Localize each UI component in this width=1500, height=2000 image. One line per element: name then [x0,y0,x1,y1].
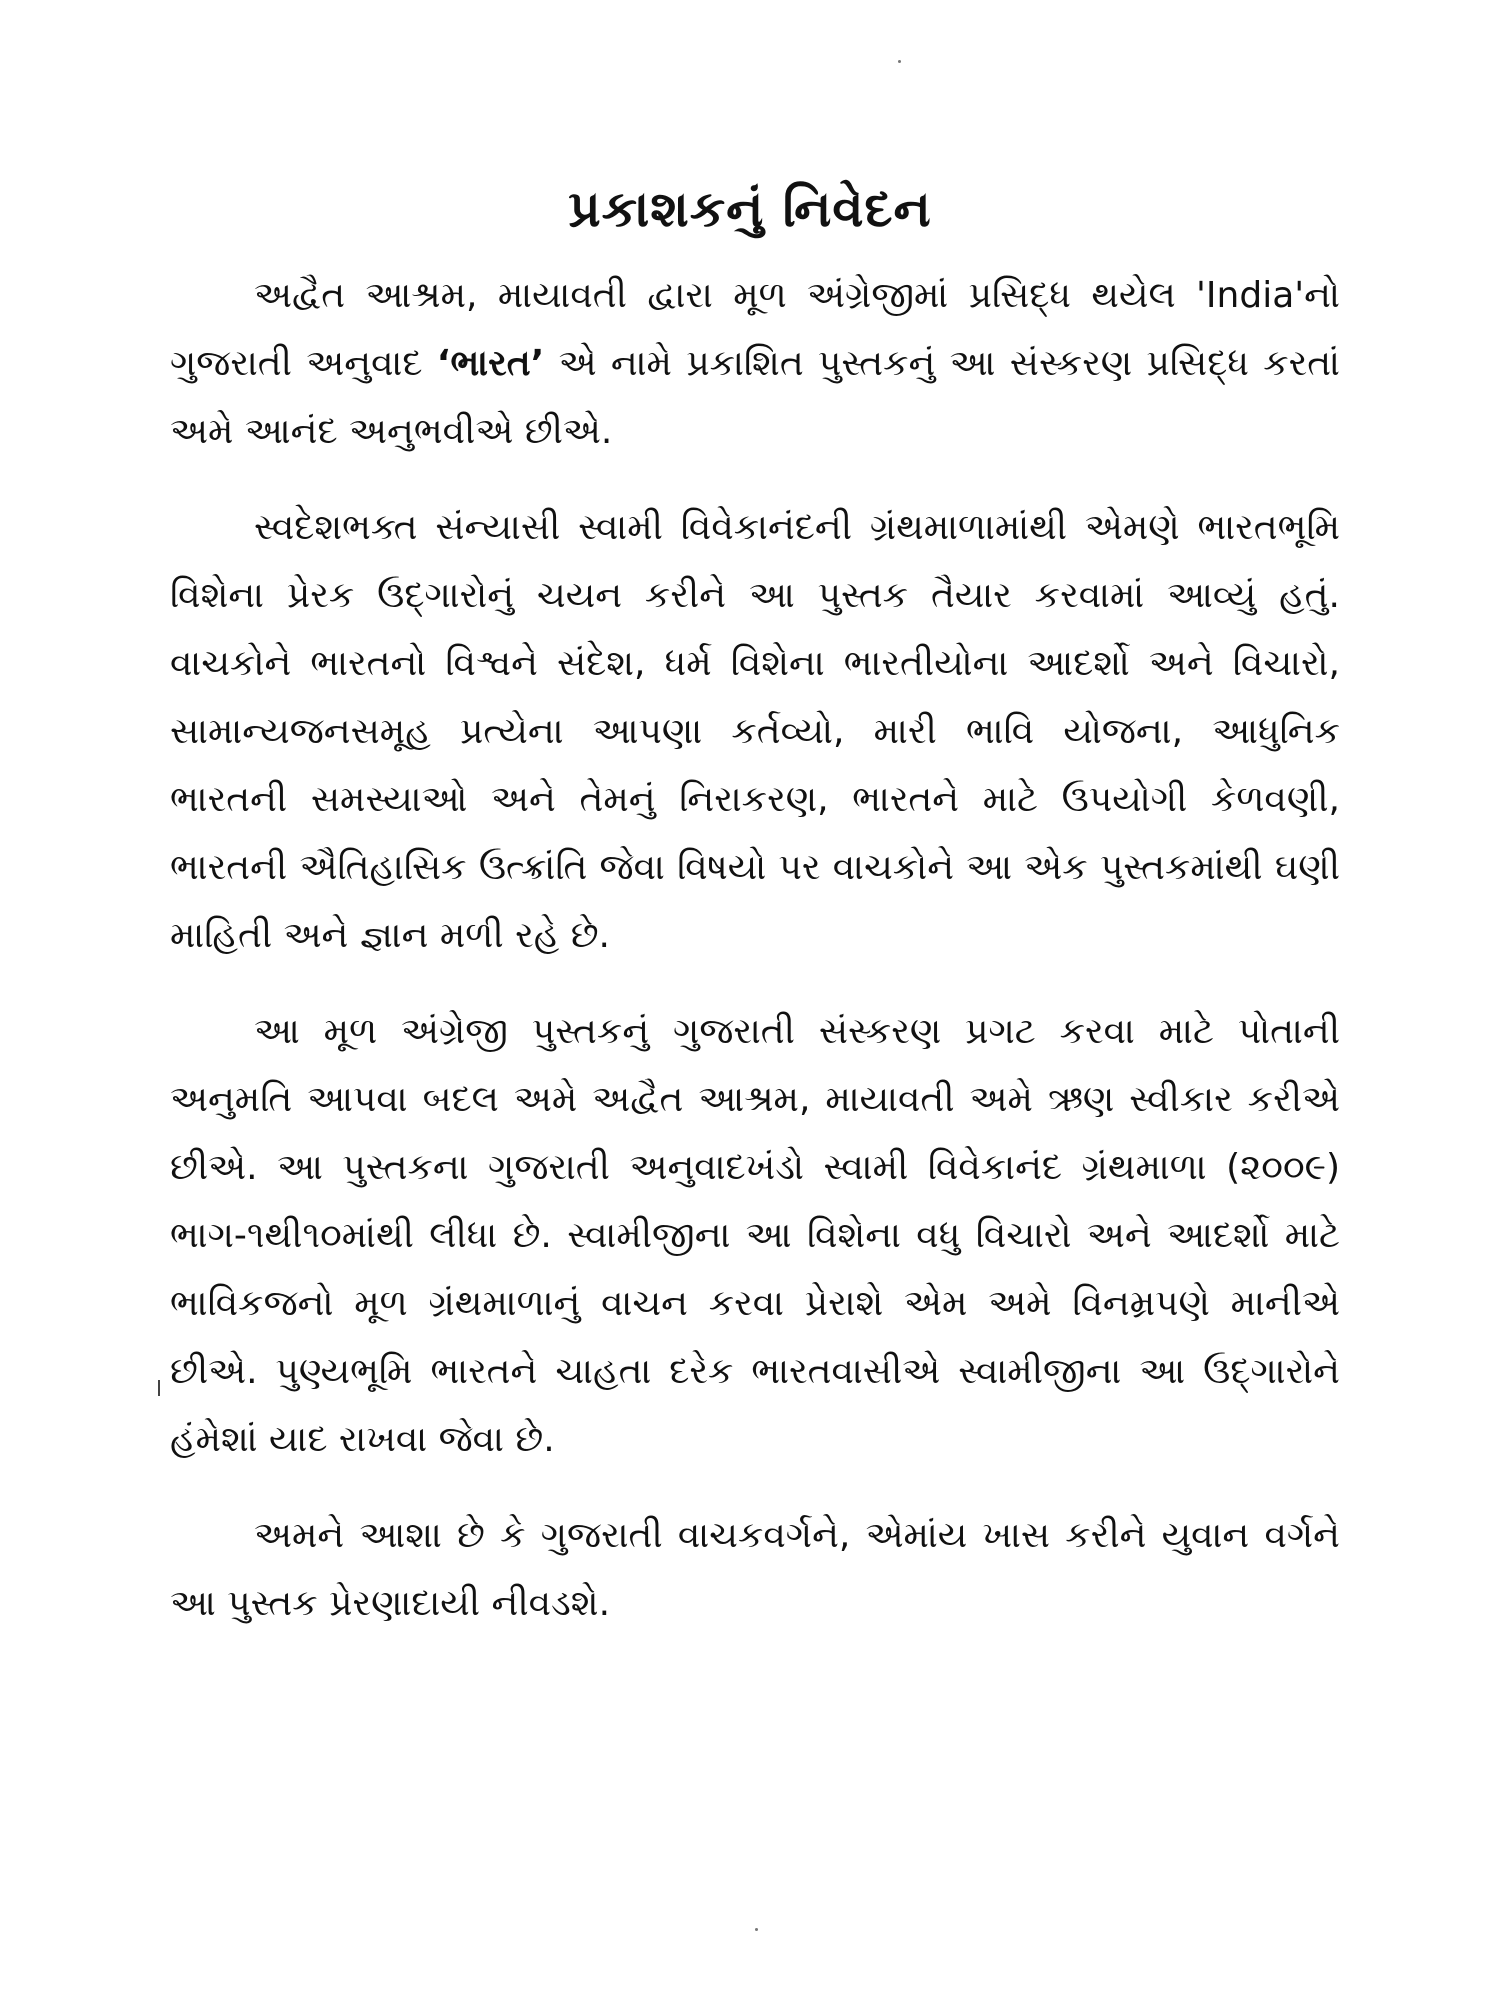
paragraph-4: અમને આશા છે કે ગુજરાતી વાચકવર્ગને, એમાંય ખાસ કરીને યુવાન વર્ગને આ પુસ્તક પ્રેરણાદાયી નીવડશે. [170,1515,1340,1624]
scan-speck [898,60,901,63]
scan-speck [755,1928,758,1931]
body-text [170,262,1340,1638]
paragraph-3: આ મૂળ અંગ્રેજી પુસ્તકનું ગુજરાતી સંસ્કરણ પ્રગટ કરવા માટે પોતાની અનુમતિ આપવા બદલ અમે અદ્વૈત આશ્રમ, માયાવતી અમે ઋણ સ્વીકાર કરીએ છીએ. આ પુસ્તકના ગુજરાતી અનુવાદખંડો સ્વામી વિવેકાનંદ ગ્રંથમાળા (૨૦૦૯) ભાગ-૧થી૧૦માંથી લીધા છે. સ્વામીજીના આ વિશેના વધુ વિચારો અને આદર્શો માટે ભાવિકજનો મૂળ ગ્રંથમાળાનું વાચન કરવા પ્રેરાશે એમ અમે વિનમ્રપણે માનીએ છીએ. પુણ્યભૂમિ ભારતને ચાહતા દરેક ભારતવાસીએ સ્વામીજીના આ ઉદ્‌ગારોને હંમેશાં યાદ રાખવા જેવા છે. [170,1011,1340,1460]
paragraph-1 [170,262,1340,466]
paragraph-1-text-a: અદ્વૈત આશ્રમ, માયાવતી દ્વારા મૂળ અંગ્રેજીમાં પ્રસિદ્ધ થયેલ 'India'નો ગુજરાતી અનુવાદ [170,275,1340,384]
book-title-bold: ‘ભારત’ [436,343,545,384]
scan-mark [158,1380,160,1396]
paragraph-1-text-b: એ નામે પ્રકાશિત પુસ્તકનું આ સંસ્કરણ પ્રસિદ્ધ કરતાં અમે આનંદ અનુભવીએ છીએ. [170,343,1340,452]
paragraph-2: સ્વદેશભક્ત સંન્યાસી સ્વામી વિવેકાનંદની ગ્રંથમાળામાંથી એમણે ભારતભૂમિ વિશેના પ્રેરક ઉદ્‌ગારોનું ચયન કરીને આ પુસ્તક તૈયાર કરવામાં આવ્યું હતું. વાચકોને ભારતનો વિશ્વને સંદેશ, ધર્મ વિશેના ભારતીયોના આદર્શો અને વિચારો, સામાન્યજનસમૂહ પ્રત્યેના આપણા કર્તવ્યો, મારી ભાવિ યોજના, આધુનિક ભારતની સમસ્યાઓ અને તેમનું નિરાકરણ, ભારતને માટે ઉપયોગી કેળવણી, ભારતની ઐતિહાસિક ઉત્ક્રાંતિ જેવા વિષયો પર વાચકોને આ એક પુસ્તકમાંથી ઘણી માહિતી અને જ્ઞાન મળી રહે છે. [170,507,1340,956]
page-title: પ્રકાશકનું નિવેદન [568,180,932,238]
